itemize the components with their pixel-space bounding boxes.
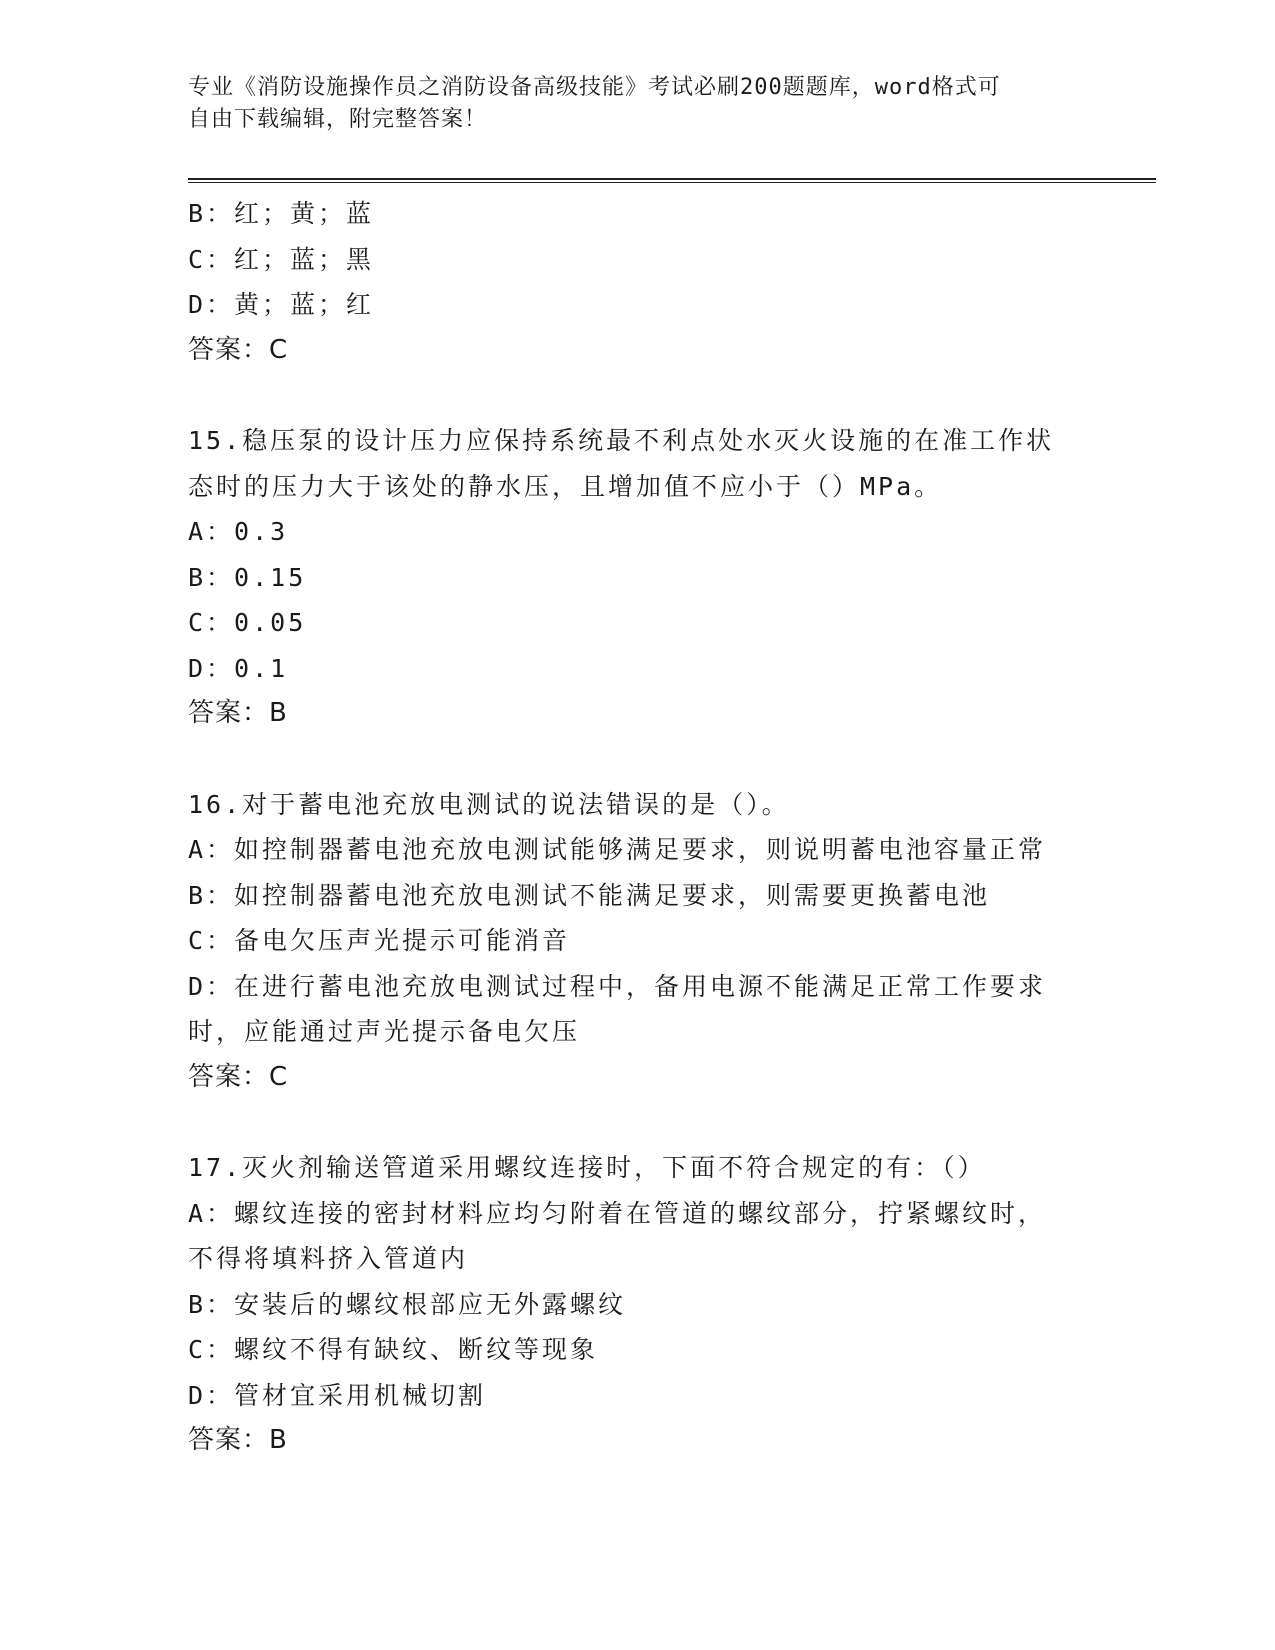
option-c: C：螺纹不得有缺纹、断纹等现象: [188, 1335, 599, 1364]
option-c: C：备电欠压声光提示可能消音: [188, 926, 571, 955]
header-title-line-2: 自由下载编辑，附完整答案！: [188, 107, 488, 132]
question-stem: 16.对于蓄电池充放电测试的说法错误的是（）。: [188, 789, 790, 819]
question-17: [188, 1145, 1088, 1464]
option-a: A：如控制器蓄电池充放电测试能够满足要求，则说明蓄电池容量正常: [188, 835, 1047, 864]
option-b: B：0.15: [188, 562, 307, 592]
option-d: D：在进行蓄电池充放电测试过程中，备用电源不能满足正常工作要求: [188, 971, 1047, 1001]
option-d: D：0.1: [188, 653, 289, 683]
answer: 答案：B: [188, 698, 288, 728]
option-d-continued: 时，应能通过声光提示备电欠压: [188, 1017, 581, 1046]
option-d: D：黄；蓝；红: [188, 290, 375, 319]
option-c: C：0.05: [188, 608, 307, 637]
document-header: [188, 72, 1068, 136]
option-a-continued: 不得将填料挤入管道内: [188, 1244, 469, 1273]
option-b: B：红；黄；蓝: [188, 199, 375, 228]
option-b: B：安装后的螺纹根部应无外露螺纹: [188, 1289, 627, 1319]
option-a: A：0.3: [188, 517, 289, 546]
question-16: [188, 782, 1088, 1101]
answer: 答案：B: [188, 1425, 288, 1455]
option-b: B：如控制器蓄电池充放电测试不能满足要求，则需要更换蓄电池: [188, 880, 991, 910]
question-stem: 17.灭火剂输送管道采用螺纹连接时，下面不符合规定的有：（）: [188, 1153, 986, 1182]
option-c: C：红；蓝；黑: [188, 244, 375, 274]
question-14-continued: [188, 191, 1088, 373]
question-stem: 15.稳压泵的设计压力应保持系统最不利点处水灭火设施的在准工作状: [188, 426, 1055, 455]
option-a: A：螺纹连接的密封材料应均匀附着在管道的螺纹部分，拧紧螺纹时，: [188, 1198, 1047, 1228]
header-divider: [188, 178, 1156, 183]
header-title-line-1: 专业《消防设施操作员之消防设备高级技能》考试必刷200题题库，word格式可: [188, 75, 1001, 100]
document-body: [188, 191, 1088, 1464]
question-stem: 态时的压力大于该处的静水压，且增加值不应小于（）MPa。: [188, 471, 943, 501]
question-15: [188, 418, 1088, 737]
answer: 答案：C: [188, 1061, 289, 1092]
answer: 答案：C: [188, 334, 289, 365]
option-d: D：管材宜采用机械切割: [188, 1380, 487, 1410]
